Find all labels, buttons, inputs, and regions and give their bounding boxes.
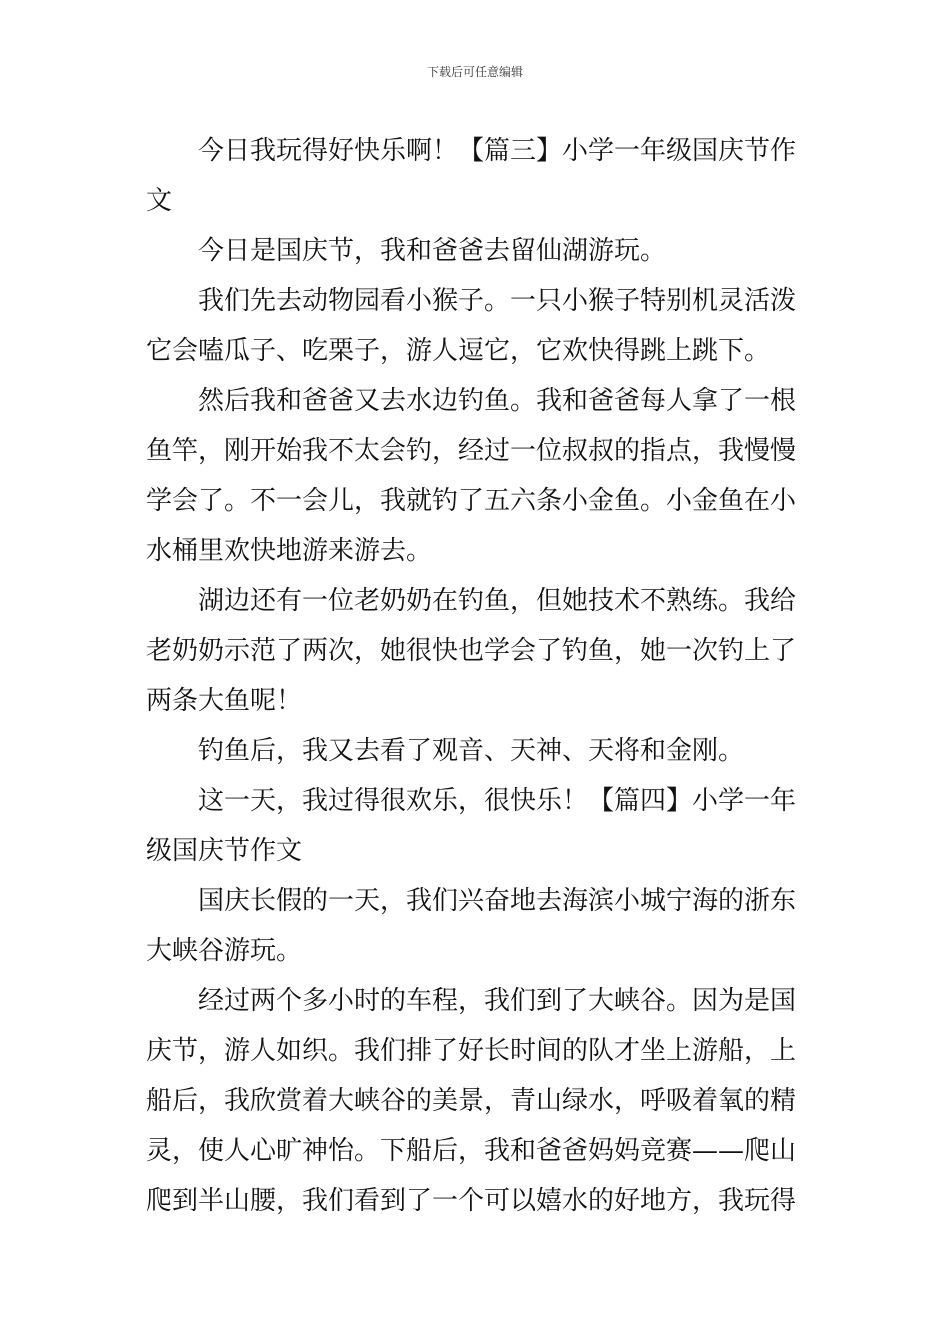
text-line: 湖边还有一位老奶奶在钓鱼，但她技术不熟练。我给 xyxy=(198,586,797,616)
text-line: 灵，使人心旷神怡。下船后，我和爸爸妈妈竞赛——爬山 xyxy=(146,1136,797,1166)
text-line: 钓鱼后，我又去看了观音、天神、天将和金刚。 xyxy=(198,736,745,766)
text-line: 它会嗑瓜子、吃栗子，游人逗它，它欢快得跳上跳下。 xyxy=(146,336,771,366)
text-line: 两条大鱼呢！ xyxy=(146,686,303,716)
text-line: 鱼竿，刚开始我不太会钓，经过一位叔叔的指点，我慢慢 xyxy=(146,436,797,466)
text-line: 国庆长假的一天，我们兴奋地去海滨小城宁海的浙东 xyxy=(198,886,797,916)
text-line: 学会了。不一会儿，我就钓了五六条小金鱼。小金鱼在小 xyxy=(146,486,797,516)
document-body xyxy=(146,126,808,1226)
text-line: 今日是国庆节，我和爸爸去留仙湖游玩。 xyxy=(198,236,667,266)
text-line: 然后我和爸爸又去水边钓鱼。我和爸爸每人拿了一根 xyxy=(198,386,797,416)
text-line: 级国庆节作文 xyxy=(146,836,303,866)
text-line: 文 xyxy=(146,186,173,216)
text-line: 我们先去动物园看小猴子。一只小猴子特别机灵活泼 xyxy=(198,286,797,316)
text-line: 这一天，我过得很欢乐，很快乐！【篇四】小学一年 xyxy=(198,786,797,816)
text-line: 老奶奶示范了两次，她很快也学会了钓鱼，她一次钓上了 xyxy=(146,636,797,666)
text-line: 经过两个多小时的车程，我们到了大峡谷。因为是国 xyxy=(198,986,797,1016)
page-header: 下载后可任意编辑 xyxy=(426,65,523,79)
text-line: 水桶里欢快地游来游去。 xyxy=(146,536,433,566)
text-line: 庆节，游人如织。我们排了好长时间的队才坐上游船，上 xyxy=(146,1036,797,1066)
text-line: 爬到半山腰，我们看到了一个可以嬉水的好地方，我玩得 xyxy=(146,1186,797,1216)
text-line: 船后，我欣赏着大峡谷的美景，青山绿水，呼吸着氧的精 xyxy=(146,1086,797,1116)
text-line: 大峡谷游玩。 xyxy=(146,936,303,966)
text-line: 今日我玩得好快乐啊！【篇三】小学一年级国庆节作 xyxy=(198,136,797,166)
